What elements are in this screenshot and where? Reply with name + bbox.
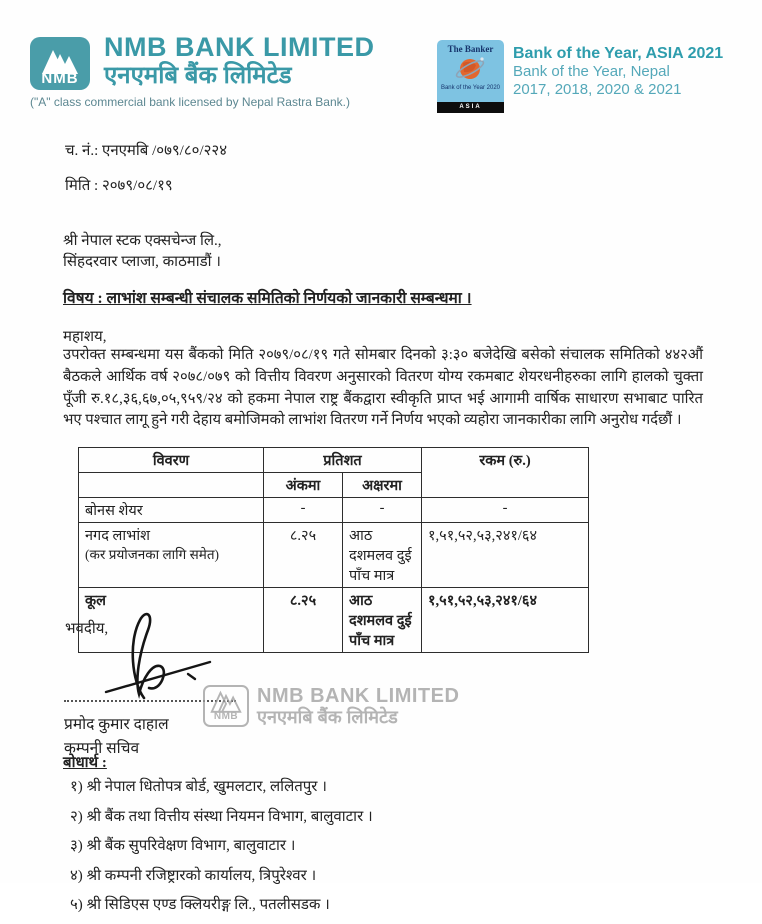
- the-banker-award-badge: [437, 40, 504, 113]
- license-note: ("A" class commercial bank licensed by Nepal Rastra Bank.): [30, 95, 350, 109]
- ref-number: च. नं.: एनएमबि /०७९/८०/२२४: [65, 143, 228, 159]
- stamp-text-nepali: एनएमबि बैंक लिमिटेड: [257, 706, 398, 727]
- bank-name-english: NMB BANK LIMITED: [104, 32, 375, 62]
- planet-icon: [454, 54, 488, 84]
- cell-amount: १,५१,५२,५३,२४१/६४: [422, 588, 589, 653]
- cc-item: २) श्री बैंक तथा वित्तीय संस्था नियमन विभाग, बालुवाटार ।: [70, 808, 373, 825]
- cell-description-line2: (कर प्रयोजनका लागि समेत): [85, 547, 220, 562]
- bank-name-nepali: एनएमबि बैंक लिमिटेड: [104, 62, 292, 89]
- cell-figures: -: [264, 498, 343, 523]
- badge-caption: Bank of the Year 2020: [440, 85, 501, 91]
- header-percentage: प्रतिशत: [264, 448, 422, 473]
- stamp-mountain-icon: [211, 691, 241, 712]
- stamp-nmb-text: NMB: [213, 711, 239, 722]
- award-title: Bank of the Year, ASIA 2021: [513, 45, 724, 62]
- badge-asia-label: ASIA: [437, 102, 504, 113]
- cell-figures: ८.२५: [264, 523, 343, 588]
- logo-nmb-text: NMB: [41, 70, 79, 87]
- header-empty-cell: [79, 473, 264, 498]
- cc-item: १) श्री नेपाल धितोपत्र बोर्ड, खुमलटार, ललितपुर ।: [70, 779, 327, 795]
- cc-item: ४) श्री कम्पनी रजिष्ट्रारको कार्यालय, त्रिपुरेश्वर ।: [70, 867, 317, 884]
- cell-words: -: [343, 498, 422, 523]
- cell-figures: ८.२५: [264, 588, 343, 653]
- stamp-text-english: NMB BANK LIMITED: [257, 684, 460, 707]
- signer-name: प्रमोद कुमार दाहाल: [64, 716, 169, 733]
- the-banker-label: The Banker: [447, 44, 494, 54]
- cc-item: ३) श्री बैंक सुपरिवेक्षण विभाग, बालुवाटार ।: [70, 838, 296, 854]
- bank-logo: [30, 37, 90, 90]
- cell-description: [79, 523, 264, 588]
- table-row-cash-dividend: [79, 523, 589, 588]
- bank-stamp: [203, 685, 459, 727]
- cell-description: कूल: [79, 588, 264, 653]
- cc-list: [70, 776, 373, 924]
- addressee-address: सिंहदरवार प्लाजा, काठमाडौं ।: [63, 254, 221, 270]
- bank-brand: [104, 33, 374, 90]
- header-amount: रकम (रु.): [422, 448, 589, 498]
- valediction: भवदीय,: [65, 621, 109, 637]
- cell-words: आठ दशमलव दुई पाँच मात्र: [343, 523, 422, 588]
- award-text-block: [513, 44, 723, 99]
- salutation: महाशय,: [63, 329, 107, 345]
- cell-description-line1: नगद लाभांश: [85, 528, 150, 544]
- cell-amount: १,५१,५२,५३,२४१/६४: [422, 523, 589, 588]
- signer-title: कम्पनी सचिव: [64, 740, 140, 757]
- award-years: 2017, 2018, 2020 & 2021: [513, 81, 682, 98]
- header-in-words: अक्षरमा: [343, 473, 422, 498]
- header-in-figures: अंकमा: [264, 473, 343, 498]
- cell-description: बोनस शेयर: [79, 498, 264, 523]
- cell-amount: -: [422, 498, 589, 523]
- addressee-name: श्री नेपाल स्टक एक्सचेन्ज लि.,: [63, 233, 222, 249]
- award-subtitle: Bank of the Year, Nepal: [513, 63, 670, 80]
- subject-line: विषय : लाभांश सम्बन्धी संचालक समितिको निर्णयको जानकारी सम्बन्धमा ।: [63, 290, 472, 307]
- stamp-text-block: [257, 686, 459, 727]
- body-paragraph: उपरोक्त सम्बन्धमा यस बैंकको मिति २०७९/०८/१९ गते सोमबार दिनको ३:३० बजेदेखि बसेको संचालक समितिको ४४२औं बैठकले आर्थिक वर्ष २०७८/०७९ को वित्तीय विवरण अनुसारको वितरण योग्य रकमबाट शेयरधनीहरुका लागि हालको चुक्ता पूँजी रु.१८,३६,६७,०५,९५९/२४ को हकमा नेपाल राष्ट्र बैंकद्वारा स्वीकृति प्राप्त भई आगामी वार्षिक साधारण सभाबाट पारित भए पश्चात लागू हुने गरी देहाय बमोजिमको लाभांश वितरण गर्ने निर्णय भएको व्यहोरा जानकारीका लागि अनुरोध गर्दछौं ।: [63, 347, 703, 429]
- header-description: विवरण: [79, 448, 264, 473]
- table-row-bonus-share: [79, 498, 589, 523]
- cc-heading: बोधार्थ :: [63, 755, 107, 771]
- stamp-logo: [203, 685, 249, 727]
- cell-words: आठ दशमलव दुई पाँच मात्र: [343, 588, 422, 653]
- letter-date: मिति : २०७९/०८/१९: [65, 178, 173, 194]
- table-header-row: [79, 448, 589, 473]
- cc-item: ५) श्री सिडिएस एण्ड क्लियरीङ्ग लि., पतलीसडक ।: [70, 897, 330, 913]
